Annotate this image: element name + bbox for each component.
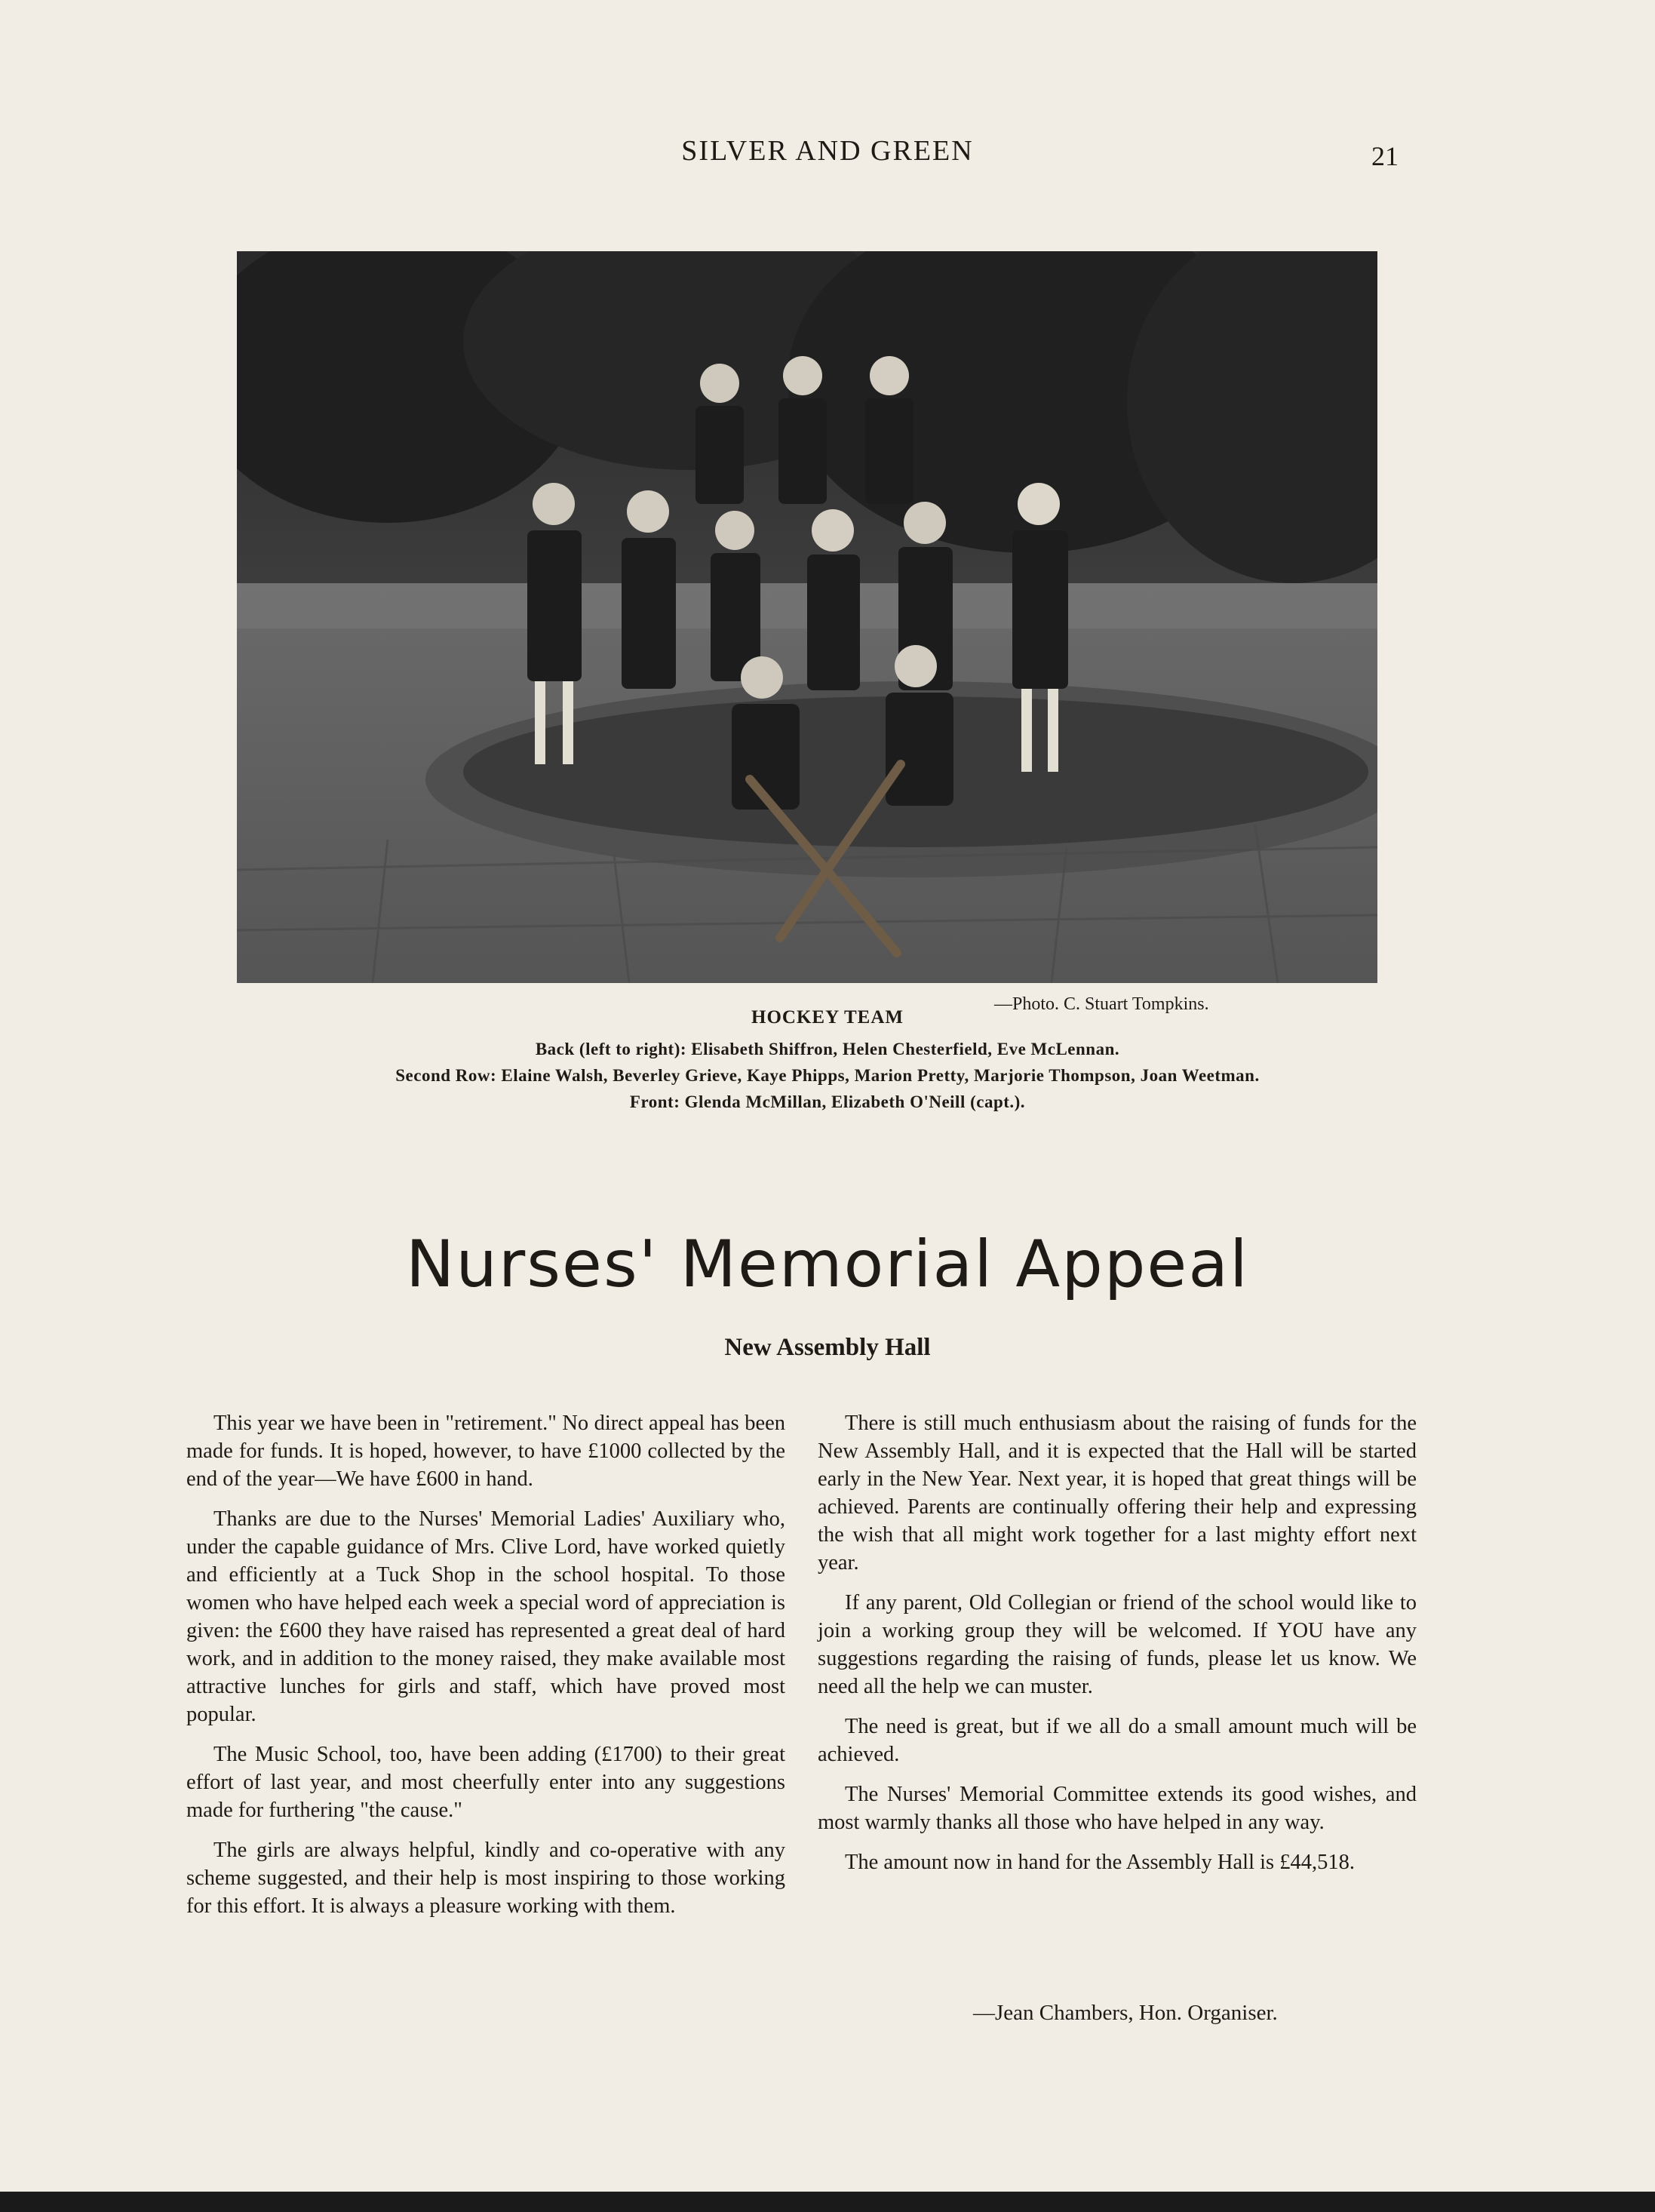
paragraph: The Music School, too, have been adding (£1700) to their great effort of last year, and most cheerfully enter into any suggestions made for furthering "the cause." [186,1743,785,1822]
paragraph: Thanks are due to the Nurses' Memorial Ladies' Auxiliary who, under the capable guidance of Mrs. Clive Lord, have worked quietly and efficiently at a Tuck Shop in the school hospital. To those women who have helped each week a special word of appreciation is given: the £600 they have raised has represented a great deal of hard work, and in addition to the money raised, they make available most attractive lunches for girls and staff, which have proved most popular. [186,1507,785,1726]
photo-illustration [237,251,1377,983]
signature: —Jean Chambers, Hon. Organiser. [973,2001,1278,2025]
paragraph: If any parent, Old Collegian or friend of the school would like to join a working group they will be welcomed. If YOU have any suggestions regarding the raising of funds, please let us know. We need all the help we can muster. [818,1591,1417,1698]
caption-second-row: Second Row: Elaine Walsh, Beverley Grieve, Kaye Phipps, Marion Pretty, Marjorie Thompson, Joan Weetman. [395,1066,1260,1085]
article-subtitle: New Assembly Hall [724,1334,931,1361]
caption-back-row: Back (left to right): Elisabeth Shiffron, Helen Chesterfield, Eve McLennan. [535,1040,1120,1058]
hockey-team-photo [237,251,1377,983]
photo-credit: —Photo. C. Stuart Tompkins. [994,994,1209,1014]
running-header-title: SILVER AND GREEN [681,135,974,167]
paragraph: The amount now in hand for the Assembly Hall is £44,518. [845,1851,1355,1874]
paragraph: This year we have been in "retirement." No direct appeal has been made for funds. It is hoped, however, to have £1000 collected by the end of the year—We have £600 in hand. [186,1412,785,1491]
left-column [186,1409,785,1932]
paragraph: The Nurses' Memorial Committee extends its good wishes, and most warmly thanks all those who have helped in any way. [818,1783,1417,1834]
article-title: Nurses' Memorial Appeal [406,1227,1249,1302]
paragraph: The need is great, but if we all do a small amount much will be achieved. [818,1715,1417,1766]
caption-title: HOCKEY TEAM [751,1007,904,1028]
paragraph: There is still much enthusiasm about the raising of funds for the New Assembly Hall, and it is expected that the Hall will be started early in the New Year. Next year, it is hoped that great things will be achieved. Parents are continually offering their help and expressing the wish that all might work together for a last mighty effort next year. [818,1412,1417,1575]
page-number: 21 [1371,141,1399,171]
caption-front-row: Front: Glenda McMillan, Elizabeth O'Neill (capt.). [629,1092,1026,1111]
right-column [818,1409,1417,1888]
paragraph: The girls are always helpful, kindly and co-operative with any scheme suggested, and their help is most inspiring to those working for this effort. It is always a pleasure working with them. [186,1839,785,1918]
